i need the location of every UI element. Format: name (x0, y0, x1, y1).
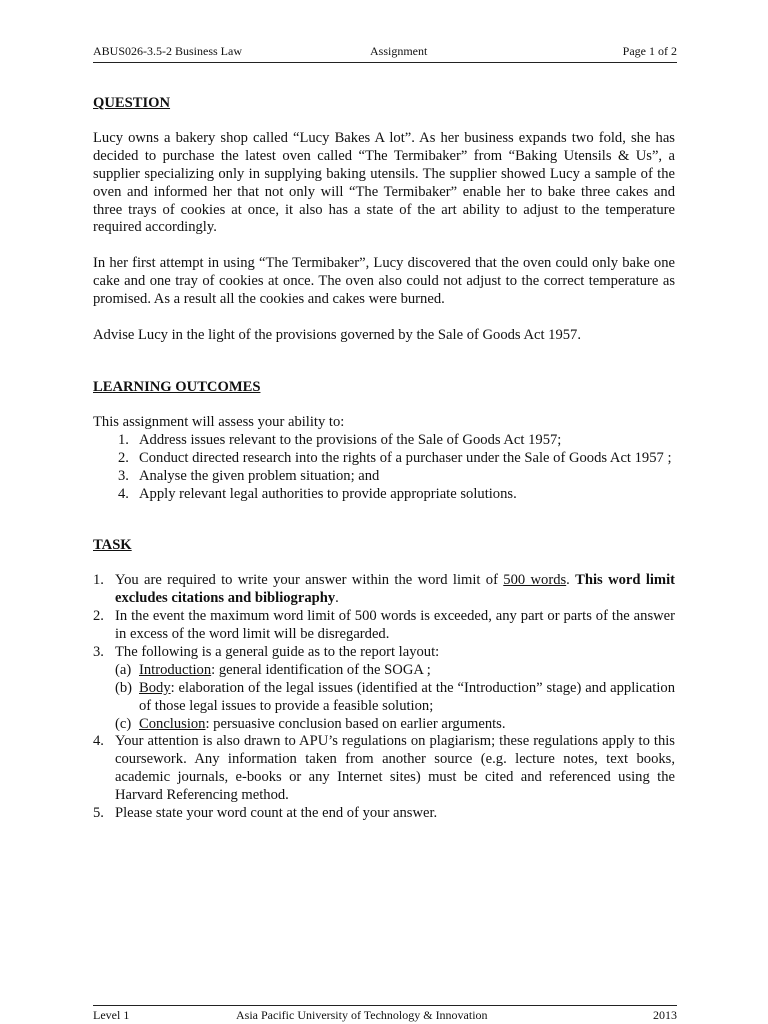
page-header (93, 44, 677, 63)
task-list (93, 572, 675, 823)
layout-guide-introduction: (a) Introduction: general identification of the SOGA ; (115, 661, 431, 678)
task-item-2: 2. In the event the maximum word limit of 500 words is exceeded, any part or parts of the answer in excess of the word limit will be disregarded. (93, 608, 675, 643)
document-type: Assignment (370, 44, 428, 58)
page-footer (93, 1005, 677, 1024)
year-label: 2013 (653, 1008, 677, 1022)
task-item-3: 3. The following is a general guide as to the report layout: (a) Introduction: general identification of the SOGA ; (b) Body: elaboration of the legal issues (identified at the “Introduction” stage) and application of those legal issues to provide a feasible solution; (c) Conclusion: persuasive conclusion based on earlier arguments. (93, 643, 675, 732)
learning-outcomes-heading: LEARNING OUTCOMES (93, 378, 261, 395)
question-paragraph-3: Advise Lucy in the light of the provisions governed by the Sale of Goods Act 1957. (93, 327, 582, 344)
layout-guide-conclusion: (c) Conclusion: persuasive conclusion based on earlier arguments. (115, 715, 506, 732)
word-limit: 500 words (503, 572, 567, 589)
question-heading: QUESTION (93, 95, 171, 111)
learning-outcomes-intro: This assignment will assess your ability to: (93, 413, 345, 430)
learning-outcomes-list (93, 432, 675, 504)
task-item-5: 5. Please state your word count at the end of your answer. (93, 805, 438, 822)
list-item: 2. Conduct directed research into the rights of a purchaser under the Sale of Goods Act 1957 ; (118, 449, 672, 466)
list-item: 4. Apply relevant legal authorities to provide appropriate solutions. (118, 485, 517, 502)
course-code: ABUS026-3.5-2 Business Law (93, 44, 242, 58)
word-limit-note: This word limit excludes citations and bibliography (115, 572, 676, 607)
level-label: Level 1 (93, 1008, 130, 1022)
document-body (93, 95, 675, 823)
list-item: 3. Analyse the given problem situation; and (118, 467, 380, 484)
question-paragraph-1: Lucy owns a bakery shop called “Lucy Bakes A lot”. As her business expands two fold, she has decided to purchase the latest oven called “The Termibaker” from “Baking Utensils & Us”, a supplier specializing only in supplying baking utensils. The supplier showed Lucy a sample of the oven and informed her that not only will “The Termibaker” enable her to bake three cakes and three trays of cookies at once, it also has a state of the art ability to adjust to the temperature required accordingly. (93, 129, 675, 236)
university-name: Asia Pacific University of Technology & Innovation (236, 1008, 488, 1022)
list-item: 1. Address issues relevant to the provisions of the Sale of Goods Act 1957; (118, 431, 562, 448)
task-heading: TASK (93, 537, 132, 554)
task-item-1: 1. You are required to write your answer within the word limit of 500 words. This word limit excludes citations and bibliography. (93, 572, 676, 607)
layout-guide-body: (b) Body: elaboration of the legal issues (identified at the “Introduction” stage) and application of those legal issues to provide a feasible solution; (115, 679, 675, 714)
question-paragraph-2: In her first attempt in using “The Termibaker”, Lucy discovered that the oven could only bake one cake and one tray of cookies at once. The oven also could not adjust to the correct temperature as promised. As a result all the cookies and cakes were burned. (93, 255, 675, 308)
page-number: Page 1 of 2 (622, 44, 677, 58)
task-item-4: 4. Your attention is also drawn to APU’s regulations on plagiarism; these regulations apply to this coursework. Any information taken from another source (e.g. lecture notes, text books, academic journals, e-books or any Internet sites) must be cited and referenced using the Harvard Referencing method. (93, 733, 675, 804)
